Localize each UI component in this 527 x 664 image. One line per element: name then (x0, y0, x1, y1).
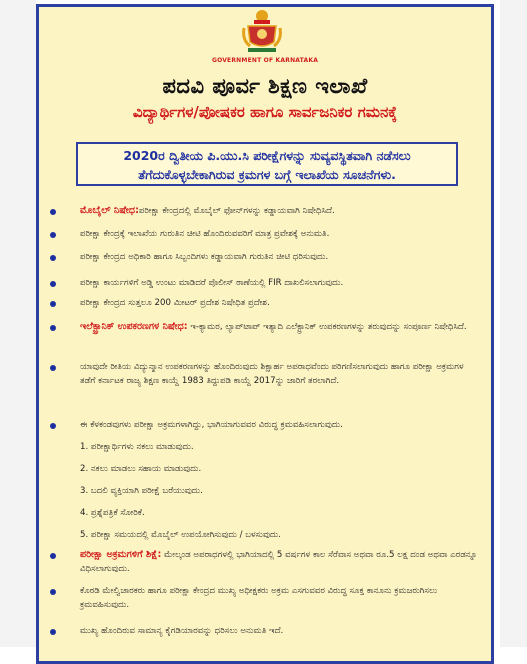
offence-item-4: 4. ಪ್ರಶ್ನೆಪತ್ರಿಕೆ ಸೋರಿಕೆ. (80, 508, 145, 518)
government-name: GOVERNMENT OF KARNATAKA (211, 57, 319, 64)
item-text: ಕೊಠಡಿ ಮೇಲ್ವಿಚಾರಕರು ಹಾಗೂ ಪರೀಕ್ಷಾ ಕೇಂದ್ರದ ಮುಖ್ಯ ಅಧೀಕ್ಷಕರು ಅಕ್ರಮ ಎಸಗುವವರ ವಿರುದ್ಧ ಸೂಕ್ತ ಕಾನೂನು ಕ್ರಮಜರುಗಿಸಲು ಕ್ರಮವಹಿಸುವುದು. (80, 586, 438, 610)
bullet-icon (50, 209, 56, 215)
item-text: ಪರೀಕ್ಷಾ ಕೇಂದ್ರಕ್ಕೆ ಇಲಾಖೆಯ ಗುರುತಿನ ಚೀಟಿ ಹೊಂದಿರುವವರಿಗೆ ಮಾತ್ರ ಪ್ರವೇಶಕ್ಕೆ ಅನುಮತಿ. (80, 229, 330, 239)
offence-item-1: 1. ಪರೀಕ್ಷಾರ್ಥಿಗಳು ನಕಲು ಮಾಡುವುದು. (80, 442, 194, 452)
department-subtitle: ವಿದ್ಯಾರ್ಥಿಗಳ/ಪೋಷಕರ ಹಾಗೂ ಸಾರ್ವಜನಿಕರ ಗಮನಕ್ಕೆ (132, 103, 398, 121)
item-text: ಪರೀಕ್ಷಾ ಅಕ್ರಮಗಳಿಗೆ ಶಿಕ್ಷೆ: ಮೇಲ್ಕಂಡ ಅಪರಾಧಗಳಲ್ಲಿ ಭಾಗಿಯಾದಲ್ಲಿ 5 ವರ್ಷಗಳ ಕಾಲ ಸೆರೆವಾಸ ಅಥವಾ ರೂ.5 ಲಕ್ಷ ದಂಡ ಅಥವಾ ಎರಡನ್ನೂ ವಿಧಿಸಲಾಗುವುದು. (80, 549, 478, 574)
item-label: ಮೊಬೈಲ್ ನಿಷೇಧ: (80, 205, 139, 216)
item-text: ಮೊಬೈಲ್ ನಿಷೇಧ:ಪರೀಕ್ಷಾ ಕೇಂದ್ರದಲ್ಲಿ ಮೊಬೈಲ್ ಫೋನ್‌ಗಳನ್ನು ಕಡ್ಡಾಯವಾಗಿ ನಿಷೇಧಿಸಿದೆ. (80, 205, 335, 216)
offence-item-2: 2. ನಕಲು ಮಾಡಲು ಸಹಾಯ ಮಾಡುವುದು. (80, 464, 202, 474)
bullet-icon (50, 301, 56, 307)
bullet-icon (50, 553, 56, 559)
department-title: ಪದವಿ ಪೂರ್ವ ಶಿಕ್ಷಣ ಇಲಾಖೆ (162, 74, 368, 98)
item-text: ಪರೀಕ್ಷಾ ಕಾರ್ಯಗಳಿಗೆ ಅಡ್ಡಿ ಉಂಟು ಮಾಡಿದರೆ ಪೊಲೀಸ್ ಠಾಣೆಯಲ್ಲಿ FIR ದಾಖಲಿಸಲಾಗುವುದು. (80, 278, 344, 288)
bullet-icon (50, 325, 56, 331)
offence-item-5: 5. ಪರೀಕ್ಷಾ ಸಮಯದಲ್ಲಿ ಮೊಬೈಲ್ ಉಪಯೋಗಿಸುವುದು / ಬಳಸುವುದು. (80, 530, 281, 540)
item-label: ಇಲೆಕ್ಟ್ರಾನಿಕ್ ಉಪಕರಣಗಳ ನಿಷೇಧ: (80, 321, 188, 332)
bullet-icon (50, 281, 56, 287)
left-margin (0, 0, 36, 647)
item-text: ಈ ಕೆಳಕಂಡವುಗಳು ಪರೀಕ್ಷಾ ಅಕ್ರಮಗಳಾಗಿದ್ದು, ಭಾಗಿಯಾಗುವವರ ವಿರುದ್ಧ ಕ್ರಮವಹಿಸಲಾಗುವುದು. (80, 420, 343, 430)
bullet-icon (50, 589, 56, 595)
item-text: ಪರೀಕ್ಷಾ ಕೇಂದ್ರದ ಅಧಿಕಾರಿ ಹಾಗೂ ಸಿಬ್ಬಂದಿಗಳು ಕಡ್ಡಾಯವಾಗಿ ಗುರುತಿನ ಚೀಟಿ ಧರಿಸುವುದು. (80, 252, 329, 262)
item-text: ಮುಖ್ಯ ಹೊಂದಿರುವ ಸಾಮಾನ್ಯ ಕೈಗಡಿಯಾರವನ್ನು ಧರಿಸಲು ಅನುಮತಿ ಇದೆ. (80, 626, 284, 636)
bullet-icon (50, 365, 56, 371)
item-text: ಪರೀಕ್ಷಾ ಕೇಂದ್ರದ ಸುತ್ತಲೂ 200 ಮೀಟರ್ ಪ್ರದೇಶ ನಿಷೇಧಿತ ಪ್ರದೇಶ. (80, 298, 270, 308)
item-text: ಇಲೆಕ್ಟ್ರಾನಿಕ್ ಉಪಕರಣಗಳ ನಿಷೇಧ: ಇ-ಕ್ಯಾಮರ, ಲ್ಯಾಪ್‌ಟಾಪ್ ಇತ್ಯಾದಿ ಎಲೆಕ್ಟ್ರಾನಿಕ್ ಉಪಕರಣಗಳನ್ನು ತರುವುದನ್ನು ಸಂಪೂರ್ಣ ನಿಷೇಧಿಸಿದೆ. (80, 321, 467, 332)
notice-heading-line-2: ತೆಗೆದುಕೊಳ್ಳಬೇಕಾಗಿರುವ ಕ್ರಮಗಳ ಬಗ್ಗೆ ಇಲಾಖೆಯ ಸೂಚನೆಗಳು. (138, 167, 396, 182)
bullet-icon (50, 629, 56, 635)
item-label: ಪರೀಕ್ಷಾ ಅಕ್ರಮಗಳಿಗೆ ಶಿಕ್ಷೆ: (80, 549, 162, 560)
notice-heading-line-1: 2020ರ ದ್ವಿತೀಯ ಪಿ.ಯು.ಸಿ ಪರೀಕ್ಷೆಗಳನ್ನು ಸುವ್ಯವಸ್ಥಿತವಾಗಿ ನಡೆಸಲು (123, 148, 411, 163)
notice-heading-box (76, 142, 458, 186)
bullet-icon (50, 423, 56, 429)
karnataka-emblem-icon (240, 6, 284, 60)
bullet-icon (50, 232, 56, 238)
item-text: ಯಾವುದೇ ರೀತಿಯ ವಿದ್ಯುನ್ಮಾನ ಉಪಕರಣಗಳನ್ನು ಹೊಂದಿರುವುದು ಶಿಕ್ಷಾರ್ಹ ಅಪರಾಧವೆಂದು ಪರಿಗಣಿಸಲಾಗುವುದು ಹಾಗೂ ಪರೀಕ್ಷಾ ಅಕ್ರಮಗಳ ತಡೆಗೆ ಕರ್ನಾಟಕ ರಾಜ್ಯ ಶಿಕ್ಷಣ ಕಾಯ್ದೆ 1983 ತಿದ್ದುಪಡಿ ಕಾಯ್ದೆ 2017ನ್ನು ಜಾರಿಗೆ ತರಲಾಗಿದೆ. (80, 362, 464, 386)
bullet-icon (50, 255, 56, 261)
offence-item-3: 3. ಬದಲಿ ವ್ಯಕ್ತಿಯಾಗಿ ಪರೀಕ್ಷೆ ಬರೆಯುವುದು. (80, 486, 203, 496)
right-margin (500, 0, 527, 647)
